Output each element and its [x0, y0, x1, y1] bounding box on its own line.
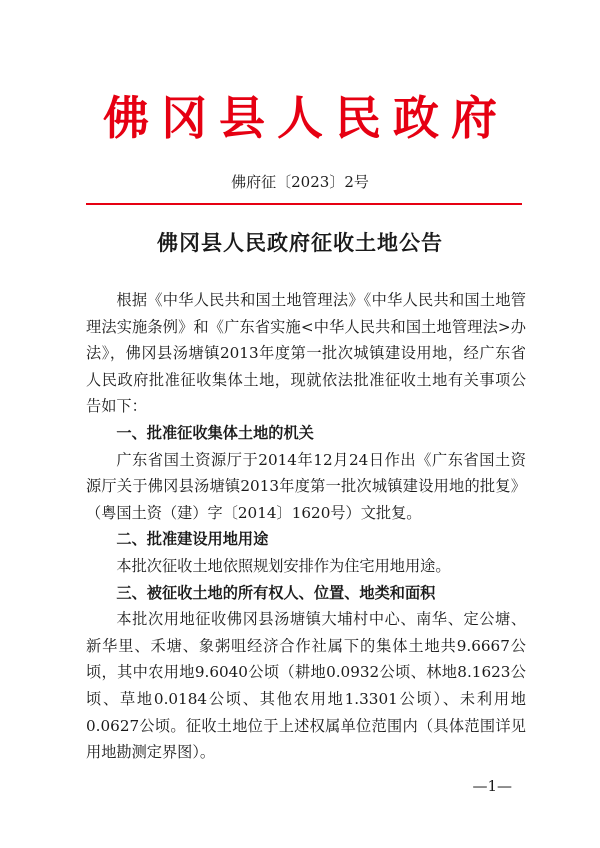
- section-heading-approval-authority: 一、批准征收集体土地的机关: [116, 423, 314, 442]
- masthead-issuer: 佛冈县人民政府: [103, 91, 509, 145]
- section-text-land-use: 本批次征收土地依照规划安排作为住宅用地用途。: [116, 556, 451, 575]
- document-body: [86, 287, 526, 766]
- document-number: 佛府征〔2023〕2号: [231, 173, 369, 191]
- red-divider-rule: [86, 203, 522, 205]
- section-heading-owners-location-area: 三、被征收土地的所有权人、位置、地类和面积: [116, 583, 436, 602]
- page-number: —1—: [472, 777, 512, 795]
- intro-paragraph: 根据《中华人民共和国土地管理法》《中华人民共和国土地管理法实施条例》和《广东省实施<中华人民共和国土地管理法>办法》，佛冈县汤塘镇2013年度第一批次城镇建设用地，经广东省人民政府批准征收集体土地，现就依法批准征收土地有关事项公告如下：: [86, 291, 526, 416]
- document-title: 佛冈县人民政府征收土地公告: [157, 230, 443, 255]
- section-text-approval-authority: 广东省国土资源厅于2014年12月24日作出《广东省国土资源厅关于佛冈县汤塘镇2013年度第一批次城镇建设用地的批复》（粤国土资（建）字〔2014〕1620号）文批复。: [86, 450, 526, 522]
- section-text-owners-location-area: 本批次用地征收佛冈县汤塘镇大埔村中心、南华、定公塘、新华里、禾塘、象粥咀经济合作社属下的集体土地共9.6667公顷，其中农用地9.6040公顷（耕地0.0932公顷、林地8.1623公顷、草地0.0184公顷、其他农用地1.3301公顷）、未利用地0.0627公顷。征收土地位于上述权属单位范围内（具体范围详见用地勘测定界图）。: [86, 610, 526, 762]
- section-heading-land-use: 二、批准建设用地用途: [116, 530, 269, 549]
